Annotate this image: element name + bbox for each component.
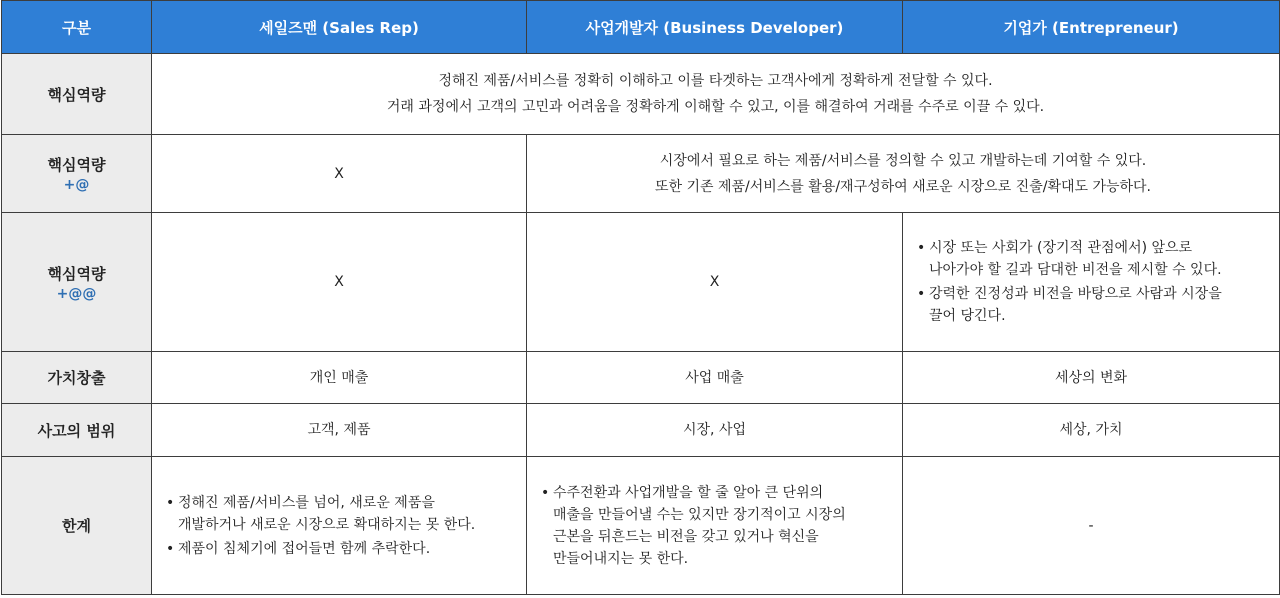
core-shared-cell [152,54,1280,135]
bullet-list [917,237,1279,327]
value-bizdev-cell: 사업 매출 [527,352,903,404]
header-row [2,1,1280,54]
value-sales-cell: 개인 매출 [152,352,527,404]
value-entre-cell: 세상의 변화 [903,352,1280,404]
list-item [166,492,526,536]
core-plus2-bizdev-cell: X [527,213,903,352]
list-item-line: • 수주전환과 사업개발을 할 줄 알아 큰 단위의 [553,484,824,501]
label-text: 핵심역량 [47,85,106,104]
list-item-line: 매출을 만들어낼 수는 있지만 장기적이고 시장의 [553,506,846,523]
limit-bizdev-cell [527,457,903,595]
list-item-line: • 시장 또는 사회가 (장기적 관점에서) 앞으로 [929,240,1193,256]
list-item [917,237,1279,281]
row-value [2,352,1280,404]
bullet-list [166,492,526,560]
row-core-plus2 [2,213,1280,352]
list-item-line: • 강력한 진정성과 비전을 바탕으로 사람과 시장을 [929,286,1222,302]
list-item [541,482,902,570]
core-plus-line-2: 또한 기존 제품/서비스를 활용/재구성하여 새로운 시장으로 진출/확대도 가능하다. [654,178,1152,195]
label-text: 핵심역량 [47,156,106,174]
row-limit [2,457,1280,595]
list-item-line: 만들어내지는 못 한다. [553,550,689,567]
row-core [2,54,1280,135]
core-line-1: 정해진 제품/서비스를 정확히 이해하고 이를 타겟하는 고객사에게 정확하게 전달할 수 있다. [438,73,993,89]
header-entrepreneur: 기업가 (Entrepreneur) [903,1,1280,54]
row-core-plus [2,135,1280,213]
scope-sales-cell: 고객, 제품 [152,404,527,457]
row-label-core [2,54,152,135]
label-sub: +@@ [56,285,97,302]
row-label-core-plus [2,135,152,213]
limit-sales-cell [152,457,527,595]
comparison-table [1,0,1280,595]
header-sales-rep: 세일즈맨 (Sales Rep) [152,1,527,54]
row-scope [2,404,1280,457]
list-item-line: 끌어 당긴다. [929,308,1006,324]
row-label-core-plus2 [2,213,152,352]
scope-bizdev-cell: 시장, 사업 [527,404,903,457]
core-plus-shared-cell [527,135,1280,213]
header-category: 구분 [2,1,152,54]
core-plus-sales-cell: X [152,135,527,213]
list-item [917,283,1279,327]
label-sub: +@ [63,177,90,193]
list-item-line: 근본을 뒤흔드는 비전을 갖고 있거나 혁신을 [553,528,819,545]
list-item-line: 나아가야 할 길과 담대한 비전을 제시할 수 있다. [929,262,1222,278]
list-item-line: 개발하거나 새로운 시장으로 확대하지는 못 한다. [178,516,476,533]
core-plus2-entre-cell [903,213,1280,352]
limit-entre-cell: - [903,457,1280,595]
list-item [166,538,526,560]
list-item-line: • 제품이 침체기에 접어들면 함께 추락한다. [178,540,431,557]
row-label-limit: 한계 [2,457,152,595]
list-item-line: • 정해진 제품/서비스를 넘어, 새로운 제품을 [178,494,435,511]
scope-entre-cell: 세상, 가치 [903,404,1280,457]
core-plus2-sales-cell: X [152,213,527,352]
bullet-list [541,482,902,570]
row-label-value: 가치창출 [2,352,152,404]
core-line-2: 거래 과정에서 고객의 고민과 어려움을 정확하게 이해할 수 있고, 이를 해결하여 거래를 수주로 이끌 수 있다. [386,99,1045,115]
core-plus-line-1: 시장에서 필요로 하는 제품/서비스를 정의할 수 있고 개발하는데 기여할 수 있다. [659,152,1147,169]
label-text: 핵심역량 [47,264,106,283]
row-label-scope: 사고의 범위 [2,404,152,457]
header-business-developer: 사업개발자 (Business Developer) [527,1,903,54]
